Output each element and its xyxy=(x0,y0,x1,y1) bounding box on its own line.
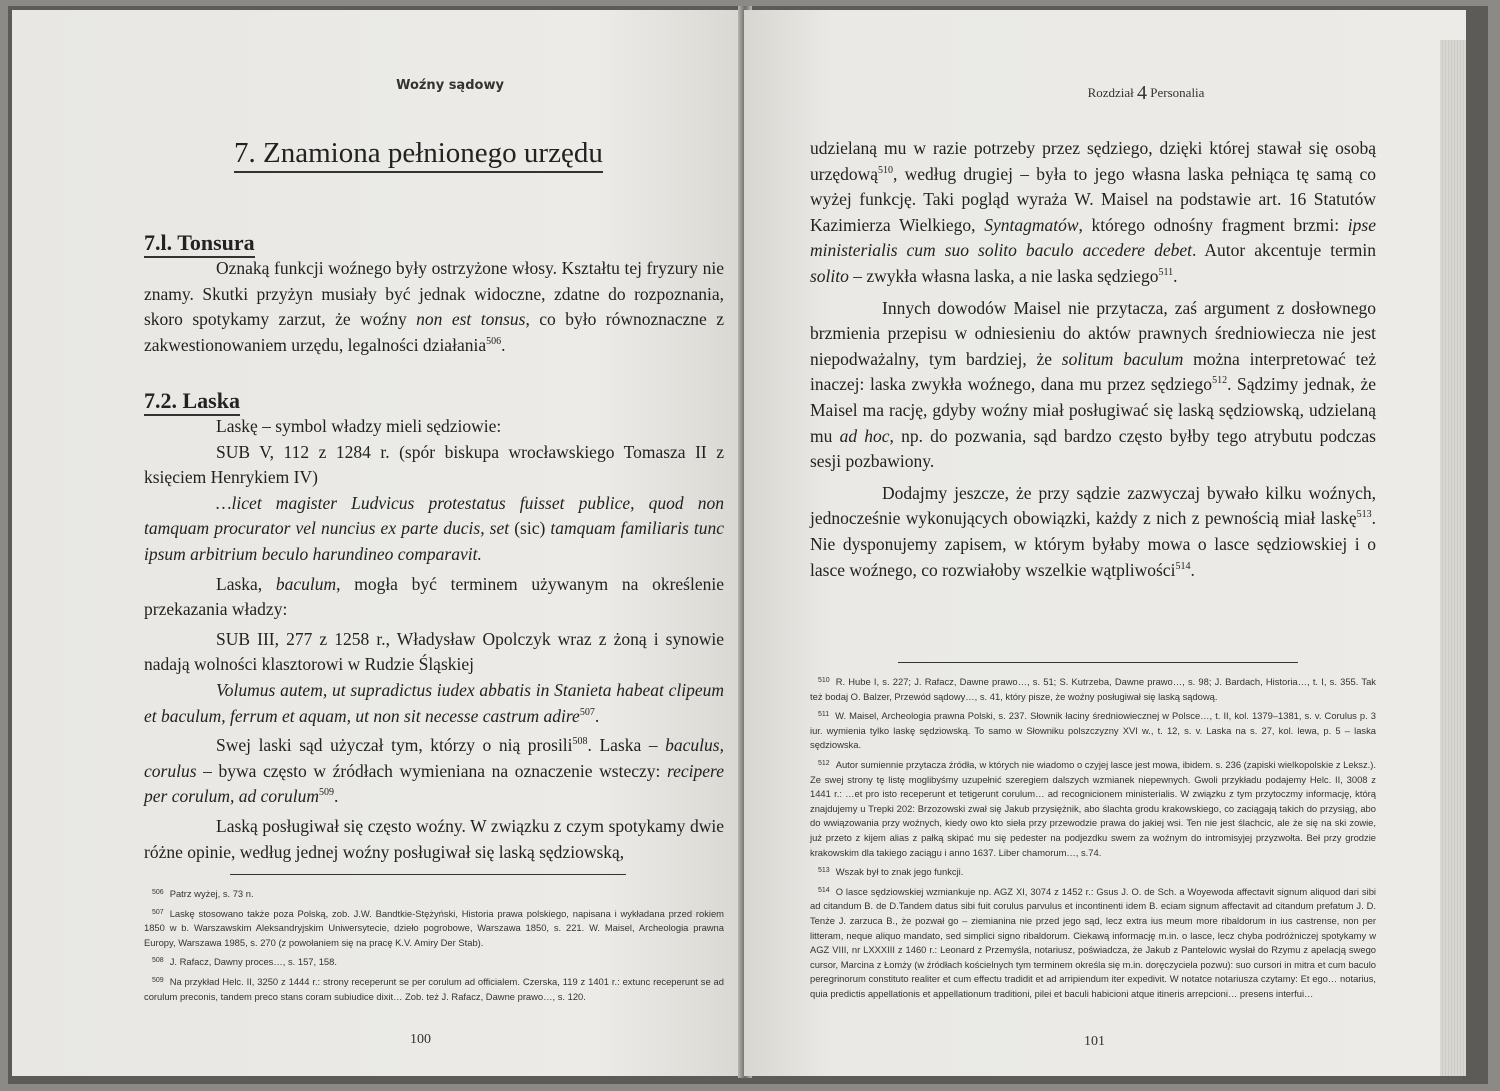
footnote-text: O lasce sędziowskiej wzmiankuje np. AGZ XI, 3074 z 1452 r.: Gsus J. O. de Sch. a Woyewoda affectavit signum aliquod dari sibi ad citandum B. de D.Tandem datus sibi fuit corulus parvulus et incontinenti idem B. eciam signum affectavit ad citandum prefatum J. D. Tenże J. zarzuca B., że pozwał go – ziemianina nie przed jego sąd, lecz extra ius meum more ribaldorum in ius castrense, non per litteram, neque aliquo mandato, sed simplici signo ribaldorum. Ciekawą informację m.in. o lasce, lecz chyba podróżniczej spotykamy w AGZ VIII, nr LXXXIII z 1460 r.: Leonard z Przemyśla, notariusz, poświadcza, że Jakub z Pantelowic wysłał do Rzymu z apelacją swego cursor, Marcina z Łomży (w źródłach kościelnych tym terminem określa się m.in. doręczyciela pozwu): suo cursori in mitra et cum baculo peregrinorum constituto realiter et cum effectu tradidit et ad arripiendum iter expedivit. W notatce notariusza czytamy: Et ego… notarius, quia predictis appellationis et appellationum traditioni, pilei et baculi habicioni atque itineris arrepcioni… presens interfui… xyxy=(810,885,1376,999)
footnote-text: Patrz wyżej, s. 73 n. xyxy=(169,888,254,899)
section-title-laska: 7.2. Laska xyxy=(144,388,240,416)
text-span: . Laska – xyxy=(587,735,666,756)
text-span: , według drugiej – była to jego własna laska pełniąca tę samą co wyżej funkcję. Taki pogląd wyraża W. Maisel na podstawie art. 16 Statutów Kazimierza Wielkiego, xyxy=(810,163,1376,235)
paragraph-tonsura xyxy=(144,256,724,358)
footnote-text: Wszak był to znak jego funkcji. xyxy=(835,866,964,878)
footnote-ref: 510 xyxy=(878,164,894,176)
footnote-number: 510 xyxy=(818,677,830,684)
page-number: 100 xyxy=(410,1032,431,1047)
footnote xyxy=(810,757,1376,860)
footnote-text: Laskę stosowano także poza Polską, zob. J.W. Bandtkie-Stężyński, Historia prawa polskiego, napisana i wykładana przed rokiem 1850 w b. Warszawskim Aleksandryjskim Uniwersytecie, dzieło pogrobowe, Warszawa 1850, s. 221. W. Maisel, Archeologia prawna Europy, Warszawa 1985, s. 270 (z powołaniem się na pracę K.V. Amiry Der Stab). xyxy=(144,907,724,948)
text-span: . Nie dysponujemy zapisem, w którym byłaby mowa o lasce sędziowskiej i o lasce woźnego, co rozwiałoby wszelkie wątpliwości xyxy=(810,508,1376,580)
text-span: . xyxy=(333,786,339,807)
italic-span: solito xyxy=(810,265,849,286)
text-span: (sic) xyxy=(514,518,546,539)
latin-quote xyxy=(144,491,724,568)
paragraph xyxy=(144,733,724,810)
footnote xyxy=(810,674,1376,704)
right-body xyxy=(810,136,1376,583)
footnote-ref: 506 xyxy=(486,335,502,347)
latin-quote xyxy=(144,678,724,729)
text-span: Laska, xyxy=(216,573,276,594)
footnote-number: 506 xyxy=(152,889,164,896)
text-span: . xyxy=(594,705,600,726)
paragraph: Laską posługiwał się często woźny. W związku z czym spotykamy dwie różne opinie, według jednej woźny posługiwał się laską sędziowską, xyxy=(144,815,724,862)
text-span: . xyxy=(501,334,506,355)
text-span: Innych dowodów Maisel nie przytacza, zaś argument z dosłownego brzmienia przepisu w odniesieniu do aktów prawnych średniowiecza nie jest niepodważalny, tym bardziej, że xyxy=(810,297,1376,369)
italic-span: baculus, corulus xyxy=(144,735,724,781)
text-span: Dodajmy jeszcze, że przy sądzie zazwyczaj bywało kilku woźnych, jednocześnie wykonujących obowiązki, każdy z nich z pewnością miał laskę xyxy=(810,482,1376,529)
paragraph xyxy=(810,481,1376,583)
chapter-title: 7. Znamiona pełnionego urzędu xyxy=(234,136,603,173)
text-span: Oznaką funkcji woźnego były ostrzyżone włosy. Kształtu tej fryzury nie znamy. Skutki przyżyn musiały być jednak widoczne, zdatne do rozpoznania, skoro spotykamy zarzut, że woźny xyxy=(144,258,724,330)
italic-span: solitum baculum xyxy=(1061,348,1184,369)
text-span: , którego odnośny fragment brzmi: xyxy=(1078,214,1348,235)
footnote-ref: 507 xyxy=(579,706,595,718)
text-span: . Sądzimy jednak, że Maisel ma rację, gdyby woźny miał posługiwać się laską sędziowską, udzielaną mu xyxy=(810,374,1376,446)
footnote-rule xyxy=(230,874,626,875)
text-span: udzielaną mu w razie potrzeby przez sędziego, dzięki której stawał się osobą urzędową xyxy=(810,138,1376,184)
text-span: można interpretować też inaczej: laska zwykła woźnego, dana mu przez sędziego xyxy=(810,348,1376,395)
footnote xyxy=(144,954,724,970)
page-edges xyxy=(1440,40,1466,1076)
running-head xyxy=(1031,82,1261,105)
footnote-number: 512 xyxy=(818,759,830,767)
footnote-number: 507 xyxy=(152,908,164,916)
paragraph: SUB III, 277 z 1258 r., Władysław Opolczyk wraz z żoną i synowie nadają wolności klasztorowi w Rudzie Śląskiej xyxy=(144,628,724,675)
footnote xyxy=(810,708,1376,753)
footnote-number: 513 xyxy=(818,867,830,875)
text-span: Rozdział xyxy=(1087,85,1138,100)
footnote-number: 514 xyxy=(818,886,830,894)
footnote-text: Autor sumiennie przytacza źródła, w których nie wiadomo o czyjej lasce jest mowa, ibidem. s. 236 (zapiski wielkopolskie z Leksz.). Ze swej strony tę listę moglibyśmy uzupełnić szeregiem dalszych wzmianek niepewnych. Gwoli przykładu podajemy Helc. II, 3008 z 1441 r.: …et pro isto receperunt et tetigerunt corulum… ad recognicionem ministerialis. W związku z tym przytoczmy informację, którą znajdujemy u Trepki 202: Brzozowski zwał się Jakub przysiężnik, abo ślachta grodu krakowskiego, co zaciągają takich do przysiąg, abo do wwiązowania przy woźnych, kiedy owo kto sieła przy przewodzie prawa do jakiej wsi. Ten nie jest ślachcic, ale że się na ski zowie, już przeto z kijem alias z pałką skipać mu się pedester na podjezdku swem za woźnym do intromisyjej przyzwołta. Beł przy grodzie krakowskim dla takiego zaciągu i anno 1637. Liber chamorum…, s.74. xyxy=(810,758,1377,858)
text-span: – zwykła własna laska, a nie laska sędziego xyxy=(848,265,1159,286)
paragraph xyxy=(810,296,1376,475)
footnote-text: R. Hube I, s. 227; J. Rafacz, Dawne prawo…, s. 51; S. Kutrzeba, Dawne prawo…, s. 98; J. Bardach, Historia…, t. I, s. 355. Tak też bodaj O. Balzer, Przewód sądowy…, s. 41, który pisze, że woźny posługiwał się laską sądową. xyxy=(810,676,1376,702)
text-span: Swej laski sąd użyczał tym, którzy o nią prosili xyxy=(216,735,573,756)
left-page xyxy=(12,10,744,1076)
text-span: . Autor akcentuje termin xyxy=(1191,240,1376,261)
italic-span: recipere per corulum, ad corulum xyxy=(144,760,724,807)
italic-span: baculum xyxy=(275,573,337,594)
text-span: , co było równoznaczne z zakwestionowaniem urzędu, legalności działania xyxy=(144,309,724,355)
running-head: Woźny sądowy xyxy=(396,78,504,93)
footnote-number: 508 xyxy=(152,957,164,965)
text-span: – bywa często w źródłach wymieniana na oznaczenie wsteczy: xyxy=(196,760,667,781)
footnotes-right xyxy=(810,674,1376,1005)
footnote-rule xyxy=(898,662,1298,663)
text-span: Personalia xyxy=(1147,85,1205,100)
text-span: . xyxy=(1173,265,1178,286)
footnote-text: W. Maisel, Archeologia prawna Polski, s. 237. Słownik łaciny średniowiecznej w Polsce…, t. II, kol. 1379–1381, s. v. Corulus p. 3 iur. wymienia tylko laskę sędziowską. To samo w Słowniku polszczyzny XVI w., t. 12, s. v. Laska na s. 27, kol. lewa, p. 5 – laska sędziowska. xyxy=(810,710,1376,751)
italic-span: non est tonsus xyxy=(416,309,526,330)
footnote xyxy=(810,884,1376,1002)
footnote-number: 509 xyxy=(152,976,164,984)
footnote-ref: 508 xyxy=(572,736,588,748)
right-page xyxy=(744,10,1466,1076)
italic-span: …licet magister Ludvicus protestatus fuisset publice, quod non tamquam procurator vel nuncius ex parte ducis, set xyxy=(144,492,724,539)
section-laska-body xyxy=(144,414,724,865)
footnote-ref: 509 xyxy=(318,787,334,799)
footnote-text: Na przykład Helc. II, 3250 z 1444 r.: strony receperunt se per corulum ad officialem. Czerska, 119 z 1401 r.: extunc receperunt se ad corulum preconis, tandem preco stans coram subiudice dixit… Zob. też J. Rafacz, Dawne prawo…, s. 120. xyxy=(144,975,724,1002)
footnote-text: J. Rafacz, Dawny proces…, s. 157, 158. xyxy=(169,956,337,968)
footnote-ref: 512 xyxy=(1212,375,1228,387)
italic-span: Syntagmatów xyxy=(984,214,1079,235)
section-title-tonsura: 7.l. Tonsura xyxy=(144,230,255,258)
footnote xyxy=(144,886,724,902)
footnote xyxy=(144,974,724,1004)
italic-span: tamquam familiaris tunc ipsum arbitrium beculo harundineo comparavit. xyxy=(144,518,724,564)
text-span: , np. do pozwania, sąd bardzo często byłby tego atrybutu podczas sesji pozbawiony. xyxy=(810,425,1376,472)
footnote-number: 511 xyxy=(818,711,830,719)
footnote-ref: 514 xyxy=(1175,560,1191,572)
footnotes-left xyxy=(144,886,724,1008)
italic-span: ad hoc xyxy=(839,425,890,446)
text-span: , mogła być terminem używanym na określenie przekazania władzy: xyxy=(144,573,724,620)
footnote xyxy=(144,906,724,951)
footnote xyxy=(810,864,1376,880)
footnote-ref: 511 xyxy=(1158,267,1174,279)
text-span: . xyxy=(1190,559,1195,580)
paragraph xyxy=(144,572,724,623)
italic-span: ipse ministerialis cum suo solito baculo accedere debet xyxy=(810,214,1376,261)
paragraph: SUB V, 112 z 1284 r. (spór biskupa wrocławskiego Tomasza II z księciem Henrykiem IV) xyxy=(144,441,724,488)
paragraph xyxy=(810,136,1376,290)
paragraph: Laskę – symbol władzy mieli sędziowie: xyxy=(216,416,502,436)
chapter-number: 4 xyxy=(1137,82,1148,104)
footnote-ref: 513 xyxy=(1356,509,1372,521)
page-number: 101 xyxy=(1084,1034,1105,1049)
italic-span: Volumus autem, ut supradictus iudex abbatis in Stanieta habeat clipeum et baculum, ferrum et aquam, ut non sit necesse castrum adire xyxy=(144,679,724,726)
